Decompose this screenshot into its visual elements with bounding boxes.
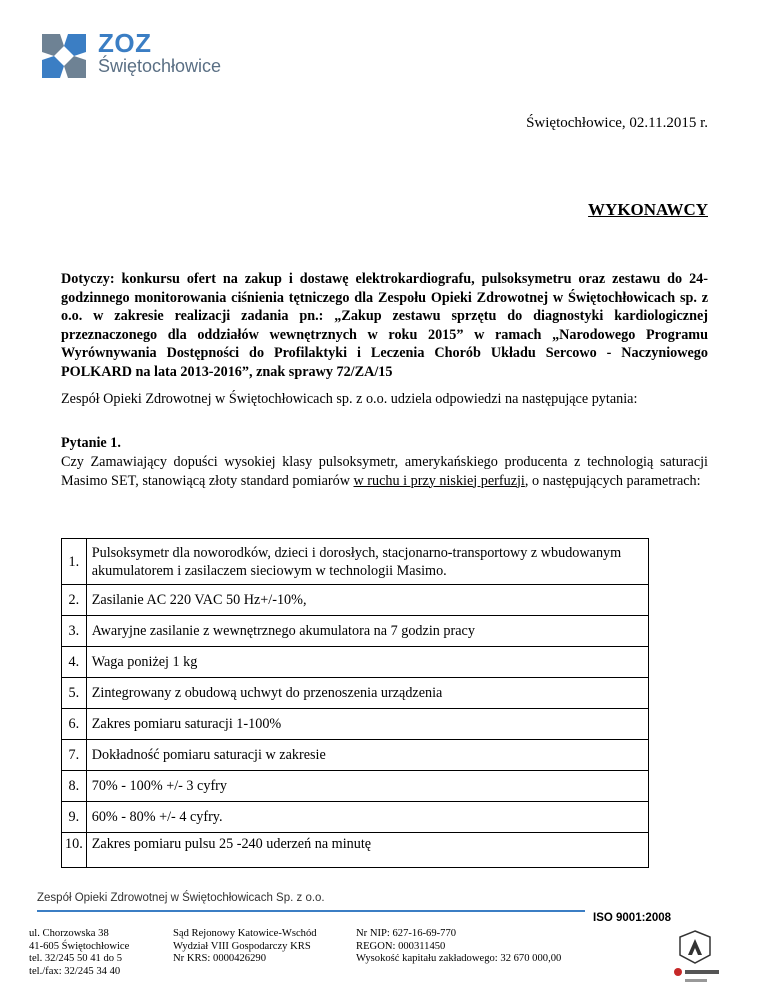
table-row: [62, 709, 649, 740]
row-text: Zakres pomiaru saturacji 1-100%: [86, 709, 648, 740]
subject-paragraph: Dotyczy: konkursu ofert na zakup i dostawę elektrokardiografu, pulsoksymetru oraz zestawu do 24-godzinnego monitorowania ciśnienia tętniczego dla Zespołu Opieki Zdrowotnej w Świętochłowicach sp. z o.o. w zakresie realizacji zadania pn.: „Zakup zestawu sprzętu do diagnostyki kardiologicznej przeznaczonego dla oddziałów wewnętrznych w roku 2015” w ramach „Narodowego Programu Wyrównywania Dostępności do Profilaktyki i Leczenia Chorób Układu Sercowo - Naczyniowego POLKARD na lata 2013-2016”, znak sprawy 72/ZA/15: [61, 271, 708, 380]
row-number: 2.: [62, 585, 87, 616]
footer-line-text: 41-605 Świętochłowice: [29, 940, 130, 952]
table-row: [62, 833, 649, 868]
row-text: Pulsoksymetr dla noworodków, dzieci i dorosłych, stacjonarno-transportowy z wbudowanym akumulatorem i zasilaczem sieciowym w technologii Masimo.: [86, 539, 648, 585]
intro-paragraph: Zespół Opieki Zdrowotnej w Świętochłowicach sp. z o.o. udziela odpowiedzi na następujące pytania:: [61, 391, 638, 407]
footer-line-text: Nr NIP: 627-16-69-770: [356, 928, 457, 939]
table-row: [62, 771, 649, 802]
table-row: [62, 678, 649, 709]
row-number: 4.: [62, 647, 87, 678]
footer-address-column: [29, 928, 129, 978]
row-number: 8.: [62, 771, 87, 802]
iso-certification-text: ISO 9001:2008: [593, 912, 672, 924]
company-logo: [40, 28, 240, 80]
footer-line-text: REGON: 000311450: [356, 940, 446, 952]
row-text: Zakres pomiaru pulsu 25 -240 uderzeń na minutę: [86, 833, 648, 868]
footer-line-text: ul. Chorzowska 38: [29, 928, 109, 939]
row-text: 60% - 80% +/- 4 cyfry.: [86, 802, 648, 833]
footer-line-text: Wydział VIII Gospodarczy KRS: [173, 940, 311, 952]
row-number: 10.: [62, 833, 87, 868]
letter-date: Świętochłowice, 02.11.2015 r.: [526, 115, 708, 131]
row-number: 9.: [62, 802, 87, 833]
table-row: [62, 616, 649, 647]
footer-line-text: Sąd Rejonowy Katowice-Wschód: [173, 928, 317, 939]
footer-line-text: Nr KRS: 0000426290: [173, 953, 266, 964]
quality-certificate-badge-icon: [668, 929, 722, 985]
row-number: 7.: [62, 740, 87, 771]
logo-city-text: Świętochłowice: [98, 56, 222, 76]
footer-organization: Zespół Opieki Zdrowotnej w Świętochłowicach Sp. z o.o.: [37, 892, 325, 904]
row-text: Zintegrowany z obudową uchwyt do przenoszenia urządzenia: [86, 678, 648, 709]
table-row: [62, 585, 649, 616]
footer-line-text: tel./fax: 32/245 34 40: [29, 965, 121, 977]
table-row: [62, 539, 649, 585]
row-number: 5.: [62, 678, 87, 709]
question-text-before: Czy Zamawiający dopuści wysokiej klasy pulsoksymetr, amerykańskiego producenta z technologią saturacji Masimo SET, stanowiącą złoty standard pomiarów: [61, 454, 708, 489]
question-text-underlined: w ruchu i przy niskiej perfuzji: [353, 472, 525, 489]
row-number: 3.: [62, 616, 87, 647]
row-text: Waga poniżej 1 kg: [86, 647, 648, 678]
question-text-after: , o następujących parametrach:: [524, 472, 701, 489]
table-row: [62, 740, 649, 771]
question-title: Pytanie 1.: [61, 435, 121, 451]
logo-zoz-text: ZOZ: [98, 28, 152, 58]
footer-divider: [37, 910, 585, 912]
question-text: [61, 453, 708, 490]
row-text: Awaryjne zasilanie z wewnętrznego akumulatora na 7 godzin pracy: [86, 616, 648, 647]
footer-line-text: tel. 32/245 50 41 do 5: [29, 953, 122, 964]
footer-registry-column: [356, 928, 561, 966]
row-text: Zasilanie AC 220 VAC 50 Hz+/-10%,: [86, 585, 648, 616]
row-text: Dokładność pomiaru saturacji w zakresie: [86, 740, 648, 771]
table-row: [62, 647, 649, 678]
footer-court-column: [173, 928, 317, 966]
row-text: 70% - 100% +/- 3 cyfry: [86, 771, 648, 802]
table-row: [62, 802, 649, 833]
footer-line-text: Wysokość kapitału zakładowego: 32 670 000,00: [356, 953, 562, 964]
row-number: 1.: [62, 539, 87, 585]
row-number: 6.: [62, 709, 87, 740]
logo-mark-icon: [40, 32, 88, 80]
recipient-heading: WYKONAWCY: [588, 200, 708, 219]
parameters-table: [61, 538, 649, 868]
